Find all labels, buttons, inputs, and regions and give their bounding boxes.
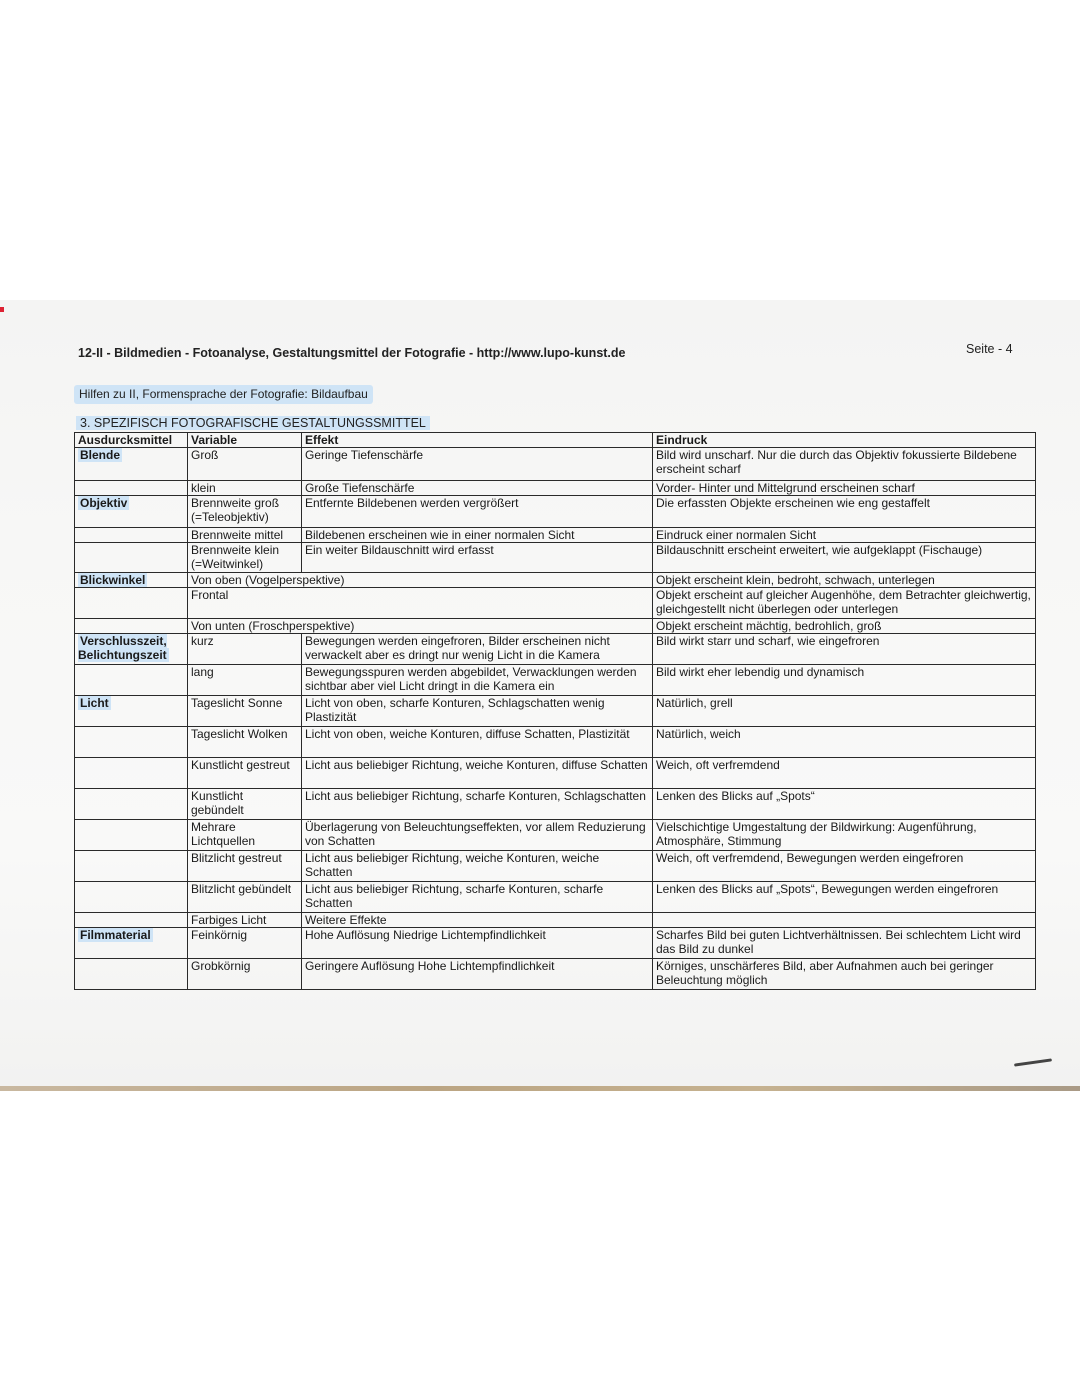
table-row xyxy=(75,882,1036,913)
table-row xyxy=(75,851,1036,882)
cell-eindruck: Weich, oft verfremdend, Bewegungen werden eingefroren xyxy=(653,851,1036,882)
cell-effekt: Entfernte Bildebenen werden vergrößert xyxy=(302,496,653,528)
table-row xyxy=(75,665,1036,696)
table-row xyxy=(75,496,1036,528)
category-label: Verschlusszeit, Belichtungszeit xyxy=(78,634,167,662)
design-means-table xyxy=(74,432,1036,990)
cell-variable: Frontal xyxy=(188,588,653,619)
cell-variable: Feinkörnig xyxy=(188,928,302,959)
cell-mittel xyxy=(75,573,188,588)
cell-eindruck: Objekt erscheint auf gleicher Augenhöhe, dem Betrachter gleichwertig, gleichgestellt nicht überlegen oder unterlegen xyxy=(653,588,1036,619)
cell-mittel xyxy=(75,727,188,758)
header-mittel: Ausdurcksmittel xyxy=(75,433,188,448)
table-row xyxy=(75,727,1036,758)
table-row xyxy=(75,789,1036,820)
cell-mittel xyxy=(75,913,188,928)
table-row xyxy=(75,959,1036,990)
table-row xyxy=(75,573,1036,588)
cell-variable: Kunstlicht gebündelt xyxy=(188,789,302,820)
cell-variable: Tageslicht Wolken xyxy=(188,727,302,758)
cell-eindruck: Körniges, unschärferes Bild, aber Aufnahmen auch bei geringer Beleuchtung möglich xyxy=(653,959,1036,990)
cell-eindruck: Vielschichtige Umgestaltung der Bildwirkung: Augenführung, Atmosphäre, Stimmung xyxy=(653,820,1036,851)
table-row xyxy=(75,696,1036,727)
cell-mittel xyxy=(75,448,188,481)
cell-mittel xyxy=(75,696,188,727)
cell-effekt: Bildebenen erscheinen wie in einer normalen Sicht xyxy=(302,528,653,543)
document-header-title: 12-II - Bildmedien - Fotoanalyse, Gestaltungsmittel der Fotografie - http://www.lupo-kunst.de xyxy=(78,346,626,360)
cell-eindruck: Objekt erscheint mächtig, bedrohlich, groß xyxy=(653,619,1036,634)
cell-effekt: Überlagerung von Beleuchtungseffekten, vor allem Reduzierung von Schatten xyxy=(302,820,653,851)
cell-variable: Groß xyxy=(188,448,302,481)
cell-mittel xyxy=(75,481,188,496)
cell-variable: kurz xyxy=(188,634,302,665)
cell-effekt: Geringe Tiefenschärfe xyxy=(302,448,653,481)
cell-mittel xyxy=(75,665,188,696)
cell-variable: Kunstlicht gestreut xyxy=(188,758,302,789)
cell-mittel xyxy=(75,496,188,528)
cell-eindruck: Bild wird unscharf. Nur die durch das Objektiv fokussierte Bildebene erscheint scharf xyxy=(653,448,1036,481)
cell-variable: klein xyxy=(188,481,302,496)
cell-mittel xyxy=(75,928,188,959)
cell-effekt: Licht von oben, weiche Konturen, diffuse Schatten, Plastizität xyxy=(302,727,653,758)
table-row xyxy=(75,543,1036,573)
cell-eindruck xyxy=(653,913,1036,928)
cell-mittel xyxy=(75,528,188,543)
category-label: Objektiv xyxy=(80,496,128,510)
cell-mittel xyxy=(75,882,188,913)
cell-variable: Blitzlicht gebündelt xyxy=(188,882,302,913)
cell-eindruck: Natürlich, weich xyxy=(653,727,1036,758)
cell-mittel xyxy=(75,851,188,882)
cell-mittel xyxy=(75,543,188,573)
cell-variable: Grobkörnig xyxy=(188,959,302,990)
cell-eindruck: Bild wirkt starr und scharf, wie eingefroren xyxy=(653,634,1036,665)
cell-eindruck: Natürlich, grell xyxy=(653,696,1036,727)
cell-variable: Tageslicht Sonne xyxy=(188,696,302,727)
cell-eindruck: Weich, oft verfremdend xyxy=(653,758,1036,789)
cell-variable: Brennweite klein (=Weitwinkel) xyxy=(188,543,302,573)
cell-mittel xyxy=(75,758,188,789)
table-body xyxy=(75,448,1036,990)
cell-variable: Farbiges Licht xyxy=(188,913,302,928)
header-eindruck: Eindruck xyxy=(653,433,1036,448)
cell-variable: Von unten (Froschperspektive) xyxy=(188,619,653,634)
cell-effekt: Licht aus beliebiger Richtung, weiche Konturen, weiche Schatten xyxy=(302,851,653,882)
table-row xyxy=(75,588,1036,619)
cell-effekt: Licht von oben, scharfe Konturen, Schlagschatten wenig Plastizität xyxy=(302,696,653,727)
category-label: Filmmaterial xyxy=(80,928,151,942)
cell-eindruck: Eindruck einer normalen Sicht xyxy=(653,528,1036,543)
table-row xyxy=(75,634,1036,665)
cell-variable: Mehrare Lichtquellen xyxy=(188,820,302,851)
cell-eindruck: Bildauschnitt erscheint erweitert, wie aufgeklappt (Fischauge) xyxy=(653,543,1036,573)
cell-mittel xyxy=(75,820,188,851)
cell-effekt: Bewegungsspuren werden abgebildet, Verwacklungen werden sichtbar aber viel Licht dringt in die Kamera ein xyxy=(302,665,653,696)
page-number: Seite - 4 xyxy=(966,342,1013,356)
cell-effekt: Bewegungen werden eingefroren, Bilder erscheinen nicht verwackelt aber es dringt nur wenig Licht in die Kamera xyxy=(302,634,653,665)
cell-effekt: Ein weiter Bildauschnitt wird erfasst xyxy=(302,543,653,573)
table-row xyxy=(75,758,1036,789)
cell-effekt: Licht aus beliebiger Richtung, scharfe Konturen, Schlagschatten xyxy=(302,789,653,820)
table-row xyxy=(75,448,1036,481)
cell-mittel xyxy=(75,789,188,820)
cell-mittel xyxy=(75,634,188,665)
table-header-row xyxy=(75,433,1036,448)
cell-effekt: Weitere Effekte xyxy=(302,913,653,928)
hint-label: Hilfen zu II, Formensprache der Fotografie: Bildaufbau xyxy=(74,385,373,404)
cell-variable: Von oben (Vogelperspektive) xyxy=(188,573,653,588)
cell-effekt: Große Tiefenschärfe xyxy=(302,481,653,496)
table-row xyxy=(75,619,1036,634)
cell-eindruck: Lenken des Blicks auf „Spots“, Bewegungen werden eingefroren xyxy=(653,882,1036,913)
cell-eindruck: Objekt erscheint klein, bedroht, schwach, unterlegen xyxy=(653,573,1036,588)
table-row xyxy=(75,928,1036,959)
cell-eindruck: Lenken des Blicks auf „Spots“ xyxy=(653,789,1036,820)
header-variable: Variable xyxy=(188,433,302,448)
table-row xyxy=(75,528,1036,543)
cell-variable: lang xyxy=(188,665,302,696)
cell-variable: Brennweite mittel xyxy=(188,528,302,543)
header-effekt: Effekt xyxy=(302,433,653,448)
table-row xyxy=(75,481,1036,496)
table-row xyxy=(75,913,1036,928)
category-label: Licht xyxy=(80,696,109,710)
cell-effekt: Geringere Auflösung Hohe Lichtempfindlichkeit xyxy=(302,959,653,990)
cell-eindruck: Scharfes Bild bei guten Lichtverhältnissen. Bei schlechtem Licht wird das Bild zu dunkel xyxy=(653,928,1036,959)
cell-eindruck: Die erfassten Objekte erscheinen wie eng gestaffelt xyxy=(653,496,1036,528)
cell-mittel xyxy=(75,619,188,634)
cell-effekt: Licht aus beliebiger Richtung, weiche Konturen, diffuse Schatten xyxy=(302,758,653,789)
red-edge-mark xyxy=(0,307,4,312)
cell-mittel xyxy=(75,959,188,990)
category-label: Blickwinkel xyxy=(80,573,146,587)
paper-edge xyxy=(0,1086,1080,1091)
cell-effekt: Hohe Auflösung Niedrige Lichtempfindlichkeit xyxy=(302,928,653,959)
cell-mittel xyxy=(75,588,188,619)
cell-effekt: Licht aus beliebiger Richtung, scharfe Konturen, scharfe Schatten xyxy=(302,882,653,913)
cell-eindruck: Bild wirkt eher lebendig und dynamisch xyxy=(653,665,1036,696)
table-row xyxy=(75,820,1036,851)
cell-eindruck: Vorder- Hinter und Mittelgrund erscheinen scharf xyxy=(653,481,1036,496)
cell-variable: Blitzlicht gestreut xyxy=(188,851,302,882)
category-label: Blende xyxy=(80,448,121,462)
section-title: 3. SPEZIFISCH FOTOGRAFISCHE GESTALTUNGSSMITTEL xyxy=(76,416,430,430)
cell-variable: Brennweite groß (=Teleobjektiv) xyxy=(188,496,302,528)
